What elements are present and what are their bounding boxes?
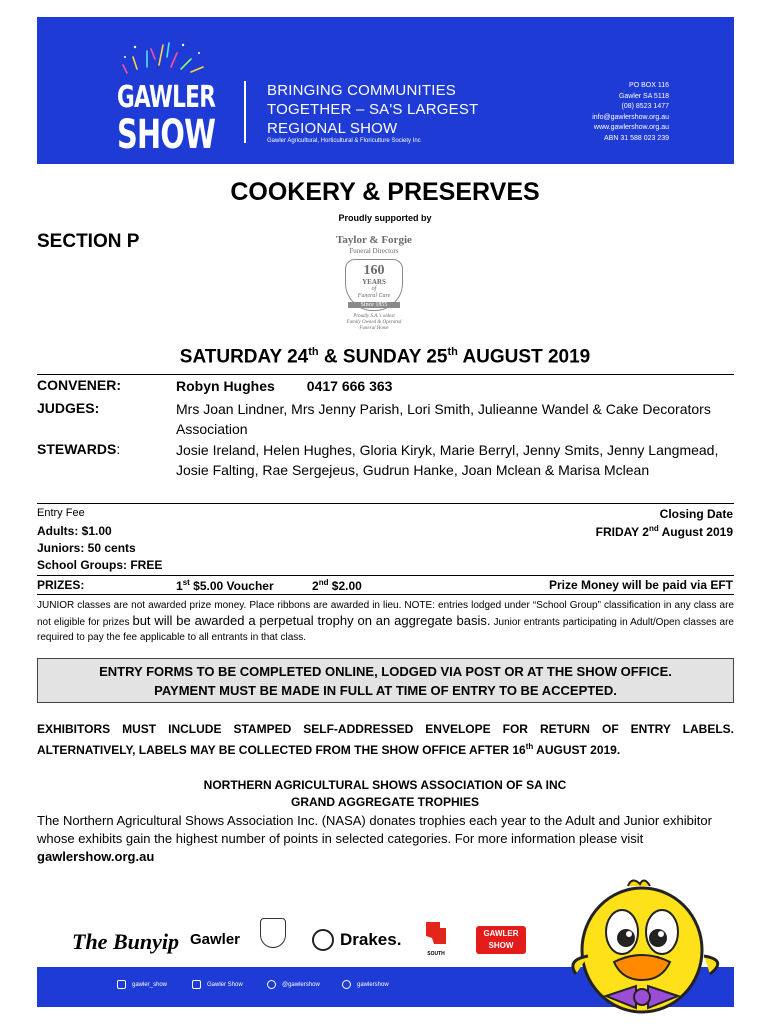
sponsor-care: Funeral Care xyxy=(357,293,391,299)
stewards-list: Josie Ireland, Helen Hughes, Gloria Kiryk, Marie Berryl, Jenny Smits, Jenny Langmead, Josie Falting, Rae Sergejeus, Gudrun Hanke, Joan Mclean & Marisa Mclean xyxy=(176,442,719,478)
prize-eft-note: Prize Money will be paid via EFT xyxy=(548,578,733,592)
sponsor-of: of xyxy=(371,286,377,292)
gawler-show-small-logo xyxy=(476,926,526,954)
south-label: SOUTH xyxy=(427,951,445,957)
dates-sup: th xyxy=(308,346,319,358)
social-twitter[interactable] xyxy=(267,980,320,989)
dates-day1: SATURDAY 24 xyxy=(179,346,309,368)
notice-line1: ENTRY FORMS TO BE COMPLETED ONLINE, LODGED VIA POST OR AT THE SHOW OFFICE. xyxy=(99,664,672,679)
sponsor-footer-line: Funeral Home xyxy=(359,326,389,331)
sponsor-badge xyxy=(345,259,403,311)
social-instagram[interactable] xyxy=(117,980,167,989)
gawler-council-logo: Gawler xyxy=(190,931,241,948)
stewards-label xyxy=(37,441,120,457)
sponsor-since: Since 1855 xyxy=(348,302,400,308)
convener-label: CONVENER: xyxy=(37,377,122,393)
sponsor-years-word: YEARS xyxy=(362,278,386,286)
sponsor-years-number: 160 xyxy=(363,263,385,278)
exhibitors-post: AUGUST 2019. xyxy=(533,743,621,757)
convener-name: Robyn Hughes xyxy=(176,378,275,394)
ring-icon xyxy=(312,929,334,951)
closing-pre: FRIDAY 2 xyxy=(595,525,649,539)
fireworks-icon xyxy=(117,39,212,79)
adults-fee: Adults: $1.00 xyxy=(37,524,112,538)
header-contact xyxy=(592,81,669,144)
divider xyxy=(37,594,734,595)
society-name: Gawler Agricultural, Horticultural & Floriculture Society Inc xyxy=(267,138,421,144)
logo-text-gawler: GAWLER xyxy=(117,80,216,115)
entry-notice-box xyxy=(37,658,734,703)
logo-text-show: SHOW xyxy=(117,112,216,158)
sponsor-logos xyxy=(60,912,540,957)
second-post: $2.00 xyxy=(328,579,362,593)
nasa-body-text: The Northern Agricultural Shows Association Inc. (NASA) donates trophies each year to the Adult and Junior exhibitor whose exhibits gain the highest number of points in selected categories. For more information please visit xyxy=(37,813,712,846)
second-pre: 2 xyxy=(312,579,319,593)
nasa-link[interactable]: gawlershow.org.au xyxy=(37,849,155,864)
dates-sup: th xyxy=(447,346,458,358)
bunyip-logo: The Bunyip xyxy=(72,929,179,954)
exhibitors-pre: EXHIBITORS MUST INCLUDE STAMPED SELF-ADDRESSED ENVELOPE FOR RETURN OF ENTRY LABELS. ALTERNATIVELY, LABELS MAY BE COLLECTED FROM THE SHOW OFFICE AFTER 16 xyxy=(37,722,734,757)
first-pre: 1 xyxy=(176,579,183,593)
taylor-forgie-logo xyxy=(328,234,420,344)
crest-icon xyxy=(260,918,286,948)
sponsor-footer-line: Proudly S.A.'s oldest xyxy=(353,314,395,319)
duck-mascot-icon xyxy=(570,876,730,1024)
junior-note-part1: JUNIOR classes are not awarded prize money. Place ribbons are awarded in lieu. NOTE: entries lodged under “School Group” classification in any class are not eligible for prizes xyxy=(37,600,734,628)
gawler-show-logo xyxy=(117,39,216,158)
divider xyxy=(37,575,734,576)
south-australia-logo xyxy=(422,920,450,957)
dates-tail: AUGUST 2019 xyxy=(457,346,591,368)
sa-map-icon xyxy=(422,920,450,946)
twitter-icon xyxy=(267,980,276,989)
postal-address: Gawler SA 5118 xyxy=(618,92,669,100)
social-snapchat[interactable] xyxy=(342,980,389,989)
sponsor-subtitle: Funeral Directors xyxy=(349,247,399,255)
dates-mid: & SUNDAY 25 xyxy=(318,346,448,368)
junior-note xyxy=(37,598,734,645)
tagline-line: BRINGING COMMUNITIES xyxy=(267,82,457,99)
drakes-logo: Drakes. xyxy=(340,930,402,949)
page-title: COOKERY & PRESERVES xyxy=(230,178,540,206)
exhibitors-notice xyxy=(37,720,734,759)
section-label: SECTION P xyxy=(37,231,140,252)
sponsor-footer xyxy=(328,314,420,332)
twitter-handle: @gawlershow xyxy=(282,981,320,988)
show-dates xyxy=(0,346,770,368)
header-banner xyxy=(37,17,734,164)
gshow-line: GAWLER xyxy=(483,929,519,938)
supported-by: Proudly supported by xyxy=(338,213,432,223)
header-divider xyxy=(244,81,246,143)
nasa-body xyxy=(37,812,734,866)
exhibitors-sup: th xyxy=(525,742,534,751)
stewards-colon: : xyxy=(116,441,121,457)
header-tagline xyxy=(267,81,478,138)
junior-note-part3: Junior entrants participating in Adult/Open classes are required to pay the fee applicable to all entrants in that class. xyxy=(37,617,734,643)
email[interactable]: info@gawlershow.org.au xyxy=(592,113,669,121)
first-post: $5.00 Voucher xyxy=(189,579,274,593)
divider xyxy=(37,503,734,504)
first-sup: st xyxy=(182,578,190,587)
second-prize xyxy=(312,578,362,593)
entry-fee-label: Entry Fee xyxy=(37,507,85,519)
facebook-icon xyxy=(192,980,201,989)
gshow-line: SHOW xyxy=(488,941,514,950)
phone: (08) 8523 1477 xyxy=(621,103,669,110)
closing-sup: nd xyxy=(648,524,659,533)
closing-date-label: Closing Date xyxy=(659,507,733,521)
website[interactable]: www.gawlershow.org.au xyxy=(593,124,669,131)
po-box: PO BOX 116 xyxy=(629,82,669,89)
sponsor-name: Taylor & Forgie xyxy=(336,234,412,246)
abn: ABN 31 588 023 239 xyxy=(604,134,669,142)
divider xyxy=(37,374,734,375)
instagram-handle: gawler_show xyxy=(132,981,168,988)
closing-date xyxy=(596,524,733,539)
sponsor-footer-line: Family Owned & Operated xyxy=(346,320,402,325)
second-sup: nd xyxy=(318,578,329,587)
juniors-fee: Juniors: 50 cents xyxy=(37,541,136,555)
school-fee: School Groups: FREE xyxy=(37,558,163,572)
prizes-label: PRIZES: xyxy=(37,578,85,592)
snapchat-handle: gawlershow xyxy=(357,981,389,988)
junior-note-part2: but will be awarded a perpetual trophy on an aggregate basis. xyxy=(132,613,491,628)
convener-value xyxy=(176,376,726,396)
snapchat-icon xyxy=(342,980,351,989)
nasa-heading: NORTHERN AGRICULTURAL SHOWS ASSOCIATION OF SA INC xyxy=(203,778,567,792)
tagline-line: REGIONAL SHOW xyxy=(267,120,398,137)
notice-line2: PAYMENT MUST BE MADE IN FULL AT TIME OF ENTRY TO BE ACCEPTED. xyxy=(154,683,617,698)
facebook-handle: Gawler Show xyxy=(207,981,243,988)
convener-phone: 0417 666 363 xyxy=(306,378,393,394)
nasa-subheading: GRAND AGGREGATE TROPHIES xyxy=(290,795,479,809)
instagram-icon xyxy=(117,980,126,989)
tagline-line: TOGETHER – SA'S LARGEST xyxy=(267,101,479,118)
closing-post: August 2019 xyxy=(658,525,733,539)
stewards-label-text: STEWARDS xyxy=(37,441,117,457)
judges-list: Mrs Joan Lindner, Mrs Jenny Parish, Lori Smith, Julieanne Wandel & Cake Decorators Association xyxy=(176,401,711,437)
social-facebook[interactable] xyxy=(192,980,243,989)
judges-label: JUDGES: xyxy=(37,400,100,416)
first-prize xyxy=(176,578,274,593)
